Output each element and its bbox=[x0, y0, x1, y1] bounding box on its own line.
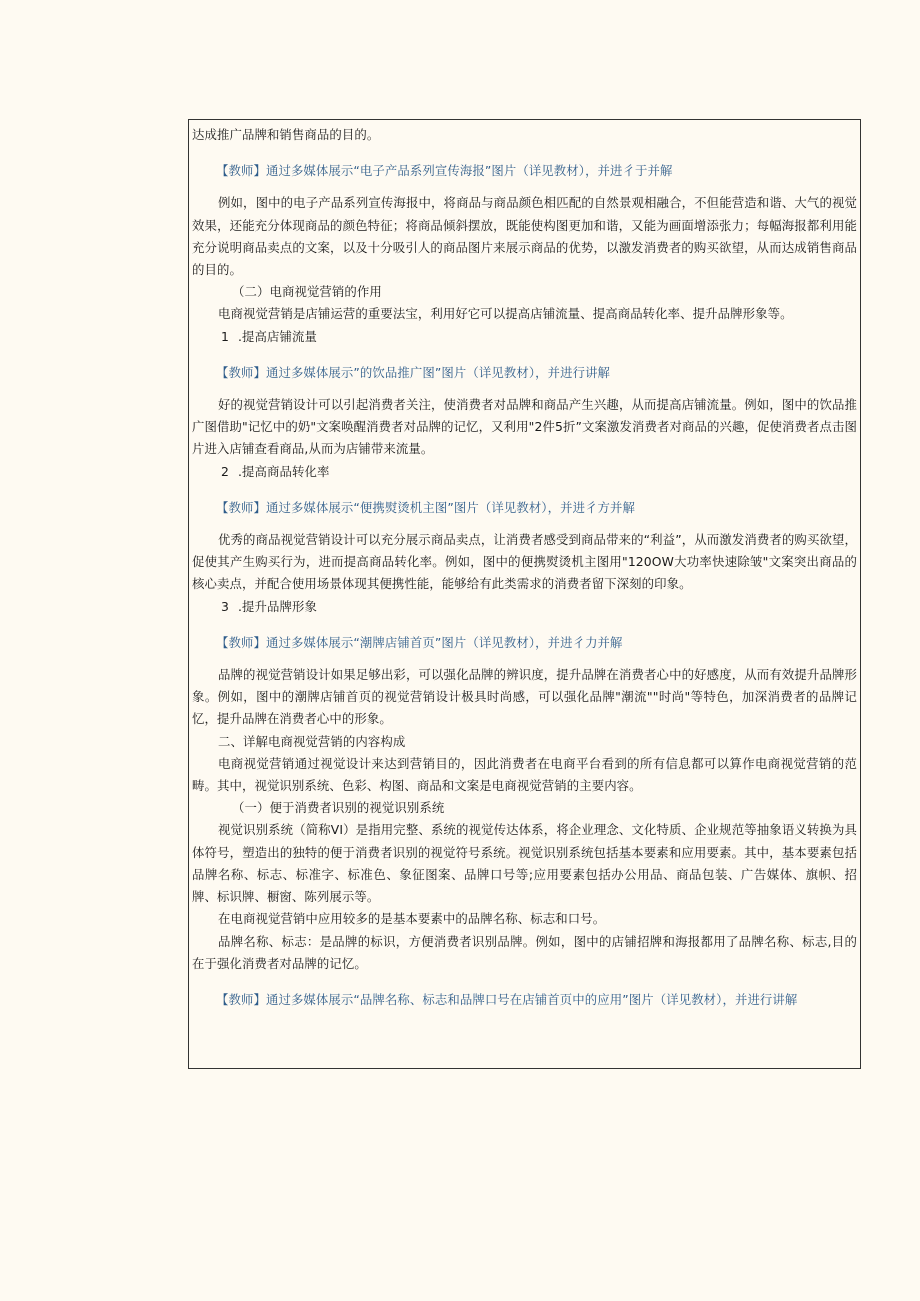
section-heading: （一）便于消费者识别的视觉识别系统 bbox=[232, 800, 445, 816]
teacher-note: 【教师】通过多媒体展示“品牌名称、标志和品牌口号在店铺首页中的应用”图片（详见教材），并进行讲解 bbox=[216, 991, 798, 1007]
teacher-note: 【教师】通过多媒体展示“电子产品系列宣传海报”图片（详见教材），并进彳于并解 bbox=[216, 163, 673, 179]
numbered-heading bbox=[192, 326, 857, 348]
heading-number: 3 bbox=[221, 598, 229, 614]
body-paragraph: 二、详解电商视觉营销的内容构成 bbox=[218, 733, 406, 749]
heading-text: .提升品牌形象 bbox=[238, 598, 317, 614]
heading-text: .提高商品转化率 bbox=[238, 463, 330, 479]
heading-text: .提高店铺流量 bbox=[238, 328, 317, 344]
teacher-note: 【教师】通过多媒体展示“潮牌店铺首页”图片（详见教材），并进彳力并解 bbox=[216, 634, 623, 650]
section-heading: （二）电商视觉营销的作用 bbox=[232, 284, 382, 300]
body-paragraph: 品牌的视觉营销设计如果足够出彩，可以强化品牌的辨识度，提升品牌在消费者心中的好感度，从而有效提升品牌形象。例如，图中的潮牌店铺首页的视觉营销设计极具时尚感，可以强化品牌"潮流""时尚"等特色，加深消费者的品牌记忆，提升品牌在消费者心中的形象。 bbox=[192, 667, 857, 727]
numbered-heading bbox=[192, 461, 857, 483]
body-paragraph: 好的视觉营销设计可以引起消费者关注，使消费者对品牌和商品产生兴趣，从而提高店铺流量。例如，图中的饮品推广图借助"记忆中的奶"文案唤醒消费者对品牌的记忆，又利用"2件5折”文案激发消费者对商品的兴趣，促使消费者点击图片进入店铺查看商品,从而为店铺带来流量。 bbox=[192, 397, 857, 457]
numbered-heading bbox=[192, 596, 857, 618]
teacher-note: 【教师】通过多媒体展示“便携熨烫机主图”图片（详见教材），并进彳方并解 bbox=[216, 499, 636, 515]
body-paragraph: 电商视觉营销是店铺运营的重要法宝，利用好它可以提高店铺流量、提高商品转化率、提升品牌形象等。 bbox=[218, 306, 793, 322]
body-paragraph: 电商视觉营销通过视觉设计来达到营销目的，因此消费者在电商平台看到的所有信息都可以算作电商视觉营销的范畴。其中，视觉识别系统、色彩、构图、商品和文案是电商视觉营销的主要内容。 bbox=[192, 755, 857, 794]
body-paragraph: 例如，图中的电子产品系列宣传海报中，将商品与商品颜色相匹配的自然景观相融合，不但能营造和谐、大气的视觉效果，还能充分体现商品的颜色特征；将商品倾斜摆放，既能使构图更加和谐，又能为画面增添张力；每幅海报都利用能充分说明商品卖点的文案，以及十分吸引人的商品图片来展示商品的优势，以激发消费者的购买欲望，从而达成销售商品的目的。 bbox=[192, 195, 857, 278]
heading-number: 2 bbox=[221, 463, 229, 479]
teacher-note: 【教师】通过多媒体展示”的饮品推广图”图片（详见教材），并进行讲解 bbox=[216, 364, 611, 380]
heading-number: 1 bbox=[221, 328, 229, 344]
body-paragraph: 视觉识别系统（简称VI）是指用完整、系统的视觉传达体系，将企业理念、文化特质、企业规范等抽象语义转换为具体符号，塑造出的独特的便于消费者识别的视觉符号系统。视觉识别系统包括基本要素和应用要素。其中，基本要素包括品牌名称、标志、标准字、标准色、象征图案、品牌口号等;应用要素包括办公用品、商品包装、广告媒体、旗帜、招牌、标识牌、橱窗、陈列展示等。 bbox=[192, 822, 857, 905]
document-body bbox=[189, 120, 860, 1021]
body-paragraph: 优秀的商品视觉营销设计可以充分展示商品卖点，让消费者感受到商品带来的“利益”，从而激发消费者的购买欲望，促使其产生购买行为，进而提高商品转化率。例如，图中的便携熨烫机主图用"120OW大功率快速除皱"文案突出商品的核心卖点，并配合使用场景体现其便携性能，能够给有此类需求的消费者留下深刻的印象。 bbox=[192, 532, 857, 592]
document-frame bbox=[188, 119, 861, 1069]
body-paragraph: 在电商视觉营销中应用较多的是基本要素中的品牌名称、标志和口号。 bbox=[218, 911, 606, 927]
body-paragraph: 达成推广品牌和销售商品的目的。 bbox=[192, 127, 380, 142]
body-paragraph: 品牌名称、标志：是品牌的标识，方便消费者识别品牌。例如，图中的店铺招牌和海报都用了品牌名称、标志,目的在于强化消费者对品牌的记忆。 bbox=[192, 933, 857, 971]
